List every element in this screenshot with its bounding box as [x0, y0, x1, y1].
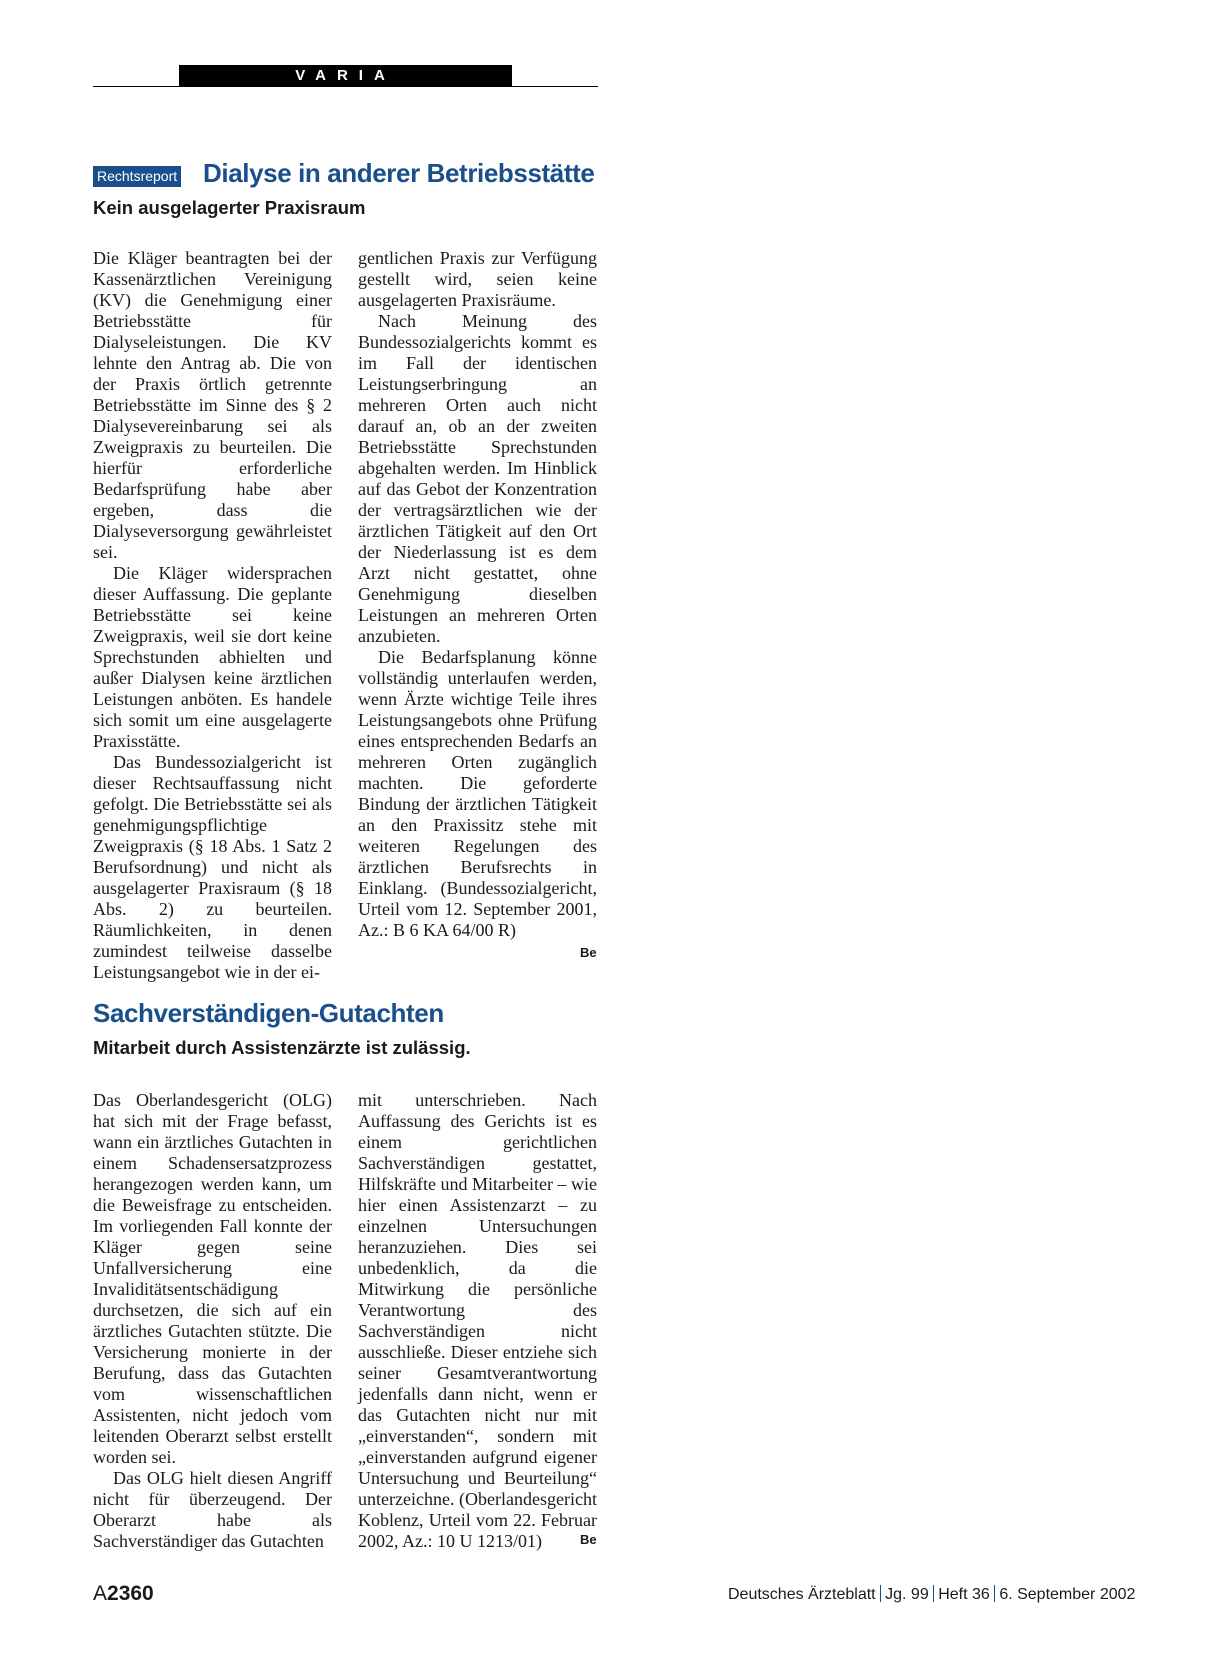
article2-subtitle: Mitarbeit durch Assistenzärzte ist zulässig. [93, 1037, 471, 1058]
article1-subtitle: Kein ausgelagerter Praxisraum [93, 197, 366, 218]
page-number [93, 1582, 154, 1606]
article1-paragraph: Nach Meinung des Bundessozialgerichts kommt es im Fall der identischen Leistungserbringung an mehreren Orten auch nicht darauf an, ob an der zweiten Betriebsstätte Sprechstunden abgehalten werden. Im Hinblick auf das Gebot der Konzentration der vertragsärztlichen wie der ärztlichen Tätigkeit auf den Ort der Niederlassung ist es dem Arzt nicht gestattet, ohne Genehmigung dieselben Leistungen an mehreren Orten anzubieten. [358, 311, 597, 646]
article2-paragraph: Das OLG hielt diesen Angriff nicht für überzeugend. Der Oberarzt habe als Sachverständiger das Gutachten [93, 1468, 332, 1551]
rubric-badge: Rechtsreport [93, 166, 181, 187]
article1-paragraph: Die Kläger beantragten bei der Kassenärztlichen Vereinigung (KV) die Genehmigung einer Betriebsstätte für Dialyseleistungen. Die KV lehnte den Antrag ab. Die von der Praxis örtlich getrennte Betriebsstätte im Sinne des § 2 Dialysevereinbarung sei als Zweigpraxis zu beurteilen. Die hierfür erforderliche Bedarfsprüfung habe aber ergeben, dass die Dialyseversorgung gewährleistet sei. [93, 248, 332, 562]
article2-column-1 [93, 1090, 332, 1552]
header-rule [93, 86, 598, 87]
article2-title: Sachverständigen-Gutachten [93, 998, 444, 1028]
journal-info [728, 1585, 1135, 1604]
article1-paragraph: Die Bedarfsplanung könne vollständig unterlaufen werden, wenn Ärzte wichtige Teile ihres Leistungsangebots ohne Prüfung eines entsprechenden Bedarfs an mehreren Orten zugänglich machten. Die geforderte Bindung der ärztlichen Tätigkeit an den Praxissitz stehe mit weiteren Regelungen des ärztlichen Berufsrechts in Einklang. (Bundessozialgericht, Urteil vom 12. September 2001, Az.: B 6 KA 64/00 R) [358, 647, 597, 940]
article1-paragraph: Die Kläger widersprachen dieser Auffassung. Die geplante Betriebsstätte sei keine Zweigpraxis, weil sie dort keine Sprechstunden abhielten und außer Dialysen keine ärztlichen Leistungen anböten. Es handele sich somit um eine ausgelagerte Praxisstätte. [93, 563, 332, 751]
separator [994, 1585, 996, 1602]
article1-title: Dialyse in anderer Betriebsstätte [203, 158, 595, 188]
article1-paragraph: Das Bundessozialgericht ist dieser Rechtsauffassung nicht gefolgt. Die Betriebsstätte sei als genehmigungspflichtige Zweigpraxis (§ 18 Abs. 1 Satz 2 Berufsordnung) und nicht als ausgelagerter Praxisraum (§ 18 Abs. 2) zu beurteilen. Räumlichkeiten, in denen zumindest teilweise dasselbe Leistungsangebot wie in der ei- [93, 752, 332, 982]
page-prefix: A [93, 1582, 108, 1605]
journal-issue: Heft 36 [938, 1586, 990, 1603]
journal-volume: Jg. 99 [885, 1586, 929, 1603]
article1-author: Be [580, 945, 597, 960]
article2-column-2 [358, 1090, 597, 1552]
article1-column-1 [93, 248, 332, 983]
article2-paragraph: mit unterschrieben. Nach Auffassung des Gerichts ist es einem gerichtlichen Sachverständigen gestattet, Hilfskräfte und Mitarbeiter – wie hier einen Assistenzarzt – zu einzelnen Untersuchungen heranzuziehen. Dies sei unbedenklich, da die Mitwirkung die persönliche Verantwortung des Sachverständigen nicht ausschließe. Dieser entziehe sich seiner Gesamtverantwortung jedenfalls dann nicht, wenn er das Gutachten nicht nur mit „einverstanden“, sondern mit „einverstanden aufgrund eigener Untersuchung und Beurteilung“ unterzeichne. (Oberlandesgericht Koblenz, Urteil vom 22. Februar 2002, Az.: 10 U 1213/01) [358, 1090, 597, 1551]
section-label: VARIA [179, 65, 512, 86]
page-number-value: 2360 [107, 1582, 154, 1605]
journal-name: Deutsches Ärzteblatt [728, 1586, 876, 1603]
article2-author: Be [580, 1532, 597, 1547]
article2-paragraph: Das Oberlandesgericht (OLG) hat sich mit der Frage befasst, wann ein ärztliches Gutachten in einem Schadensersatzprozess herangezogen werden kann, um die Beweisfrage zu entscheiden. Im vorliegenden Fall konnte der Kläger gegen seine Unfallversicherung eine Invaliditätsentschädigung durchsetzen, die sich auf ein ärztliches Gutachten stützte. Die Versicherung monierte in der Berufung, dass das Gutachten vom wissenschaftlichen Assistenten, nicht jedoch vom leitenden Oberarzt selbst erstellt worden sei. [93, 1090, 332, 1467]
article1-column-2 [358, 248, 597, 941]
article1-paragraph: gentlichen Praxis zur Verfügung gestellt wird, seien keine ausgelagerten Praxisräume. [358, 248, 597, 310]
journal-date: 6. September 2002 [999, 1586, 1136, 1603]
separator [880, 1585, 882, 1602]
separator [933, 1585, 935, 1602]
